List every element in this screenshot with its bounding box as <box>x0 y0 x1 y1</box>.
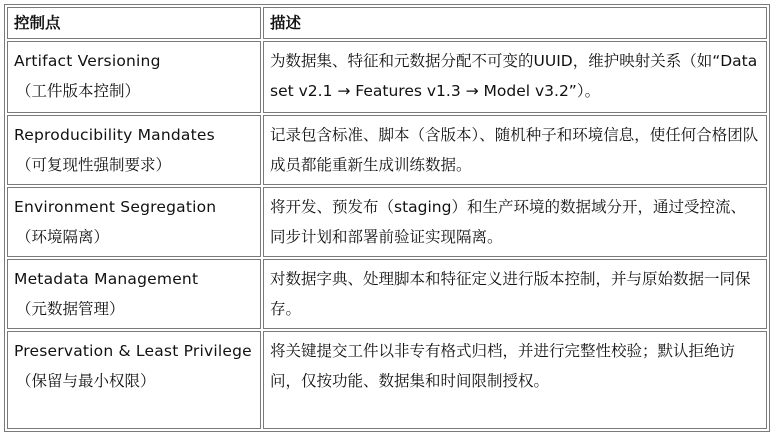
control-description: 记录包含标准、脚本（含版本）、随机种子和环境信息，使任何合格团队成员都能重新生成训练数据。 <box>270 126 759 174</box>
description-cell <box>263 331 767 429</box>
controls-table <box>4 4 770 432</box>
control-name-en: Preservation & Least Privilege <box>14 342 252 360</box>
header-description: 描述 <box>263 7 767 39</box>
control-name-en: Reproducibility Mandates <box>14 126 215 144</box>
table-row <box>7 41 767 113</box>
table-header-row <box>7 7 767 39</box>
description-cell <box>263 187 767 257</box>
control-name-en: Metadata Management <box>14 270 199 288</box>
table-row <box>7 187 767 257</box>
control-cell <box>7 259 261 329</box>
control-cell <box>7 331 261 429</box>
control-name-zh: （元数据管理） <box>16 300 125 318</box>
control-cell <box>7 115 261 185</box>
control-name-zh: （工件版本控制） <box>16 82 141 100</box>
control-name-zh: （可复现性强制要求） <box>16 156 172 174</box>
control-description: 将开发、预发布（staging）和生产环境的数据域分开，通过受控流、同步计划和部署前验证实现隔离。 <box>270 198 746 246</box>
control-name-zh: （环境隔离） <box>16 228 110 246</box>
control-description: 将关键提交工件以非专有格式归档，并进行完整性校验；默认拒绝访问，仅按功能、数据集和时间限制授权。 <box>270 342 736 390</box>
control-name-zh: （保留与最小权限） <box>16 372 156 390</box>
description-cell <box>263 41 767 113</box>
table-row <box>7 115 767 185</box>
control-name-en: Artifact Versioning <box>14 52 161 70</box>
description-cell <box>263 115 767 185</box>
control-cell <box>7 41 261 113</box>
header-control: 控制点 <box>7 7 261 39</box>
control-description: 对数据字典、处理脚本和特征定义进行版本控制，并与原始数据一同保存。 <box>270 270 751 318</box>
description-cell <box>263 259 767 329</box>
table-row <box>7 259 767 329</box>
control-description: 为数据集、特征和元数据分配不可变的UUID，维护映射关系（如“Dataset v2.1 → Features v1.3 → Model v3.2”）。 <box>270 52 758 100</box>
control-cell <box>7 187 261 257</box>
table-row <box>7 331 767 429</box>
control-name-en: Environment Segregation <box>14 198 217 216</box>
